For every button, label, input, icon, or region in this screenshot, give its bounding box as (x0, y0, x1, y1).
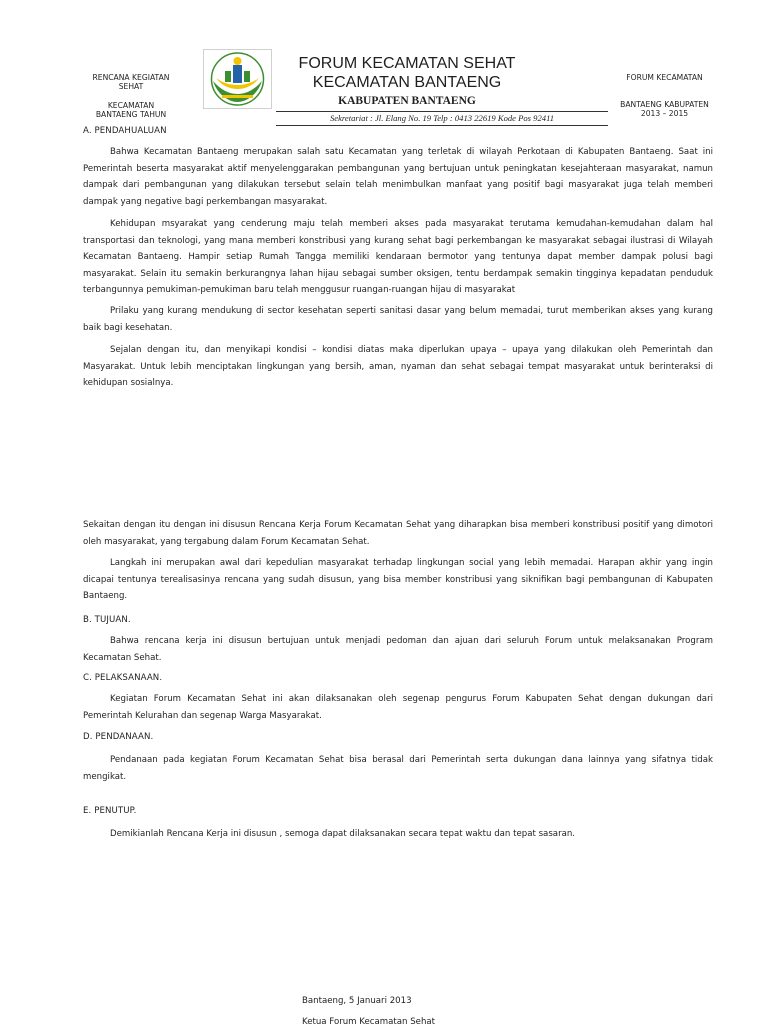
header-left-label-2: KECAMATAN BANTAENG TAHUN (95, 101, 167, 119)
paragraph-a1: Bahwa Kecamatan Bantaeng merupakan salah satu Kecamatan yang terletak di wilayah Perkotaan di Kabupaten Bantaeng. Saat ini Pemerintah beserta masyarakat aktif menyelenggarakan pembangunan yang bertujuan untuk peningkatan kesejahteraan masyarakat, namun dampak dari pembangunan yang dilakukan tersebut selain telah menimbulkan manfaat yang positif bagi masyarakat juga telah memberi dampak yang negative bagi perkembangan masyarakat. (83, 147, 713, 207)
section-heading-pendanaan: D. PENDANAAN. (83, 732, 154, 742)
section-heading-pendahuluan: A. PENDAHUALUAN (83, 126, 167, 136)
header-left-label-1: RENCANA KEGIATAN SEHAT (92, 73, 170, 91)
paragraph-d1: Pendanaan pada kegiatan Forum Kecamatan Sehat bisa berasal dari Pemerintah serta dukungan dana lainnya yang sifatnya tidak mengikat. (83, 755, 713, 782)
header-address: Sekretariat : Jl. Elang No. 19 Telp : 0413 22619 Kode Pos 92411 (329, 113, 555, 123)
signature-place-date: Bantaeng, 5 Januari 2013 (302, 996, 412, 1006)
signature-role: Ketua Forum Kecamatan Sehat (302, 1017, 436, 1027)
paragraph-a2: Kehidupan msyarakat yang cenderung maju telah memberi akses pada masyarakat terutama kemudahan-kemudahan dalam hal transportasi dan teknologi, yang mana memberi konstribusi yang kurang sehat bagi perkembangan ke masyarakat sebagai ilustrasi di Wilayah Kecamatan Bantaeng. Hampir setiap Rumah Tangga memiliki kendaraan bermotor yang tentunya dapat member dampak polusi bagi masyarakat. Selain itu semakin berkurangnya lahan hijau sebagai sumber oksigen, tentu berdampak semakin tingginya kepadatan penduduk terbangunnya pemukiman-pemukiman baru telah menggusur ruangan-ruangan hijau di masyarakat (83, 219, 713, 296)
header-right-label-1: FORUM KECAMATAN (626, 73, 703, 82)
paragraph-a5: Sekaitan dengan itu dengan ini disusun Rencana Kerja Forum Kecamatan Sehat yang diharapkan bisa memberi konstribusi positif yang dimotori oleh masyarakat, yang tergabung dalam Forum Kecamatan Sehat. (83, 520, 713, 547)
paragraph-a6: Langkah ini merupakan awal dari kepedulian masyarakat terhadap lingkungan social yang lebih memadai. Harapan akhir yang ingin dicapai tentunya terealisasinya rencana yang sudah disusun, yang bisa member konstribusi yang siknifikan bagi pembangunan di Kabupaten Bantaeng. (83, 558, 713, 602)
section-heading-tujuan: B. TUJUAN. (83, 615, 131, 625)
paragraph-b1: Bahwa rencana kerja ini disusun bertujuan untuk menjadi pedoman dan ajuan dari seluruh Forum untuk melaksanakan Program Kecamatan Sehat. (83, 636, 713, 663)
kabupaten-logo-icon (203, 49, 272, 109)
section-heading-pelaksanaan: C. PELAKSANAAN. (83, 673, 163, 683)
paragraph-a4: Sejalan dengan itu, dan menyikapi kondisi – kondisi diatas maka diperlukan upaya – upaya yang dilakukan oleh Pemerintah dan Masyarakat. Untuk lebih menciptakan lingkungan yang bersih, aman, nyaman dan sehat sebagai tempat masyarakat untuk berinteraksi di kehidupan sosialnya. (83, 345, 713, 389)
page-title: FORUM KECAMATAN SEHAT KECAMATAN BANTAENG (298, 55, 516, 91)
section-heading-penutup: E. PENUTUP. (83, 806, 137, 816)
paragraph-e1: Demikianlah Rencana Kerja ini disusun , semoga dapat dilaksanakan secara tepat waktu dan tepat sasaran. (110, 829, 576, 839)
paragraph-a3: Prilaku yang kurang mendukung di sector kesehatan seperti sanitasi dasar yang belum memadai, turut memberikan akses yang kurang baik bagi kesehatan. (83, 306, 713, 333)
paragraph-c1: Kegiatan Forum Kecamatan Sehat ini akan dilaksanakan oleh segenap pengurus Forum Kabupaten Sehat dengan dukungan dari Pemerintah Kelurahan dan segenap Warga Masyarakat. (83, 694, 713, 721)
header-right-label-2: BANTAENG KABUPATEN 2013 – 2015 (620, 100, 709, 118)
header-divider-top (276, 111, 608, 112)
header-divider-bottom (276, 125, 608, 126)
page-subtitle: KABUPATEN BANTAENG (338, 95, 476, 107)
